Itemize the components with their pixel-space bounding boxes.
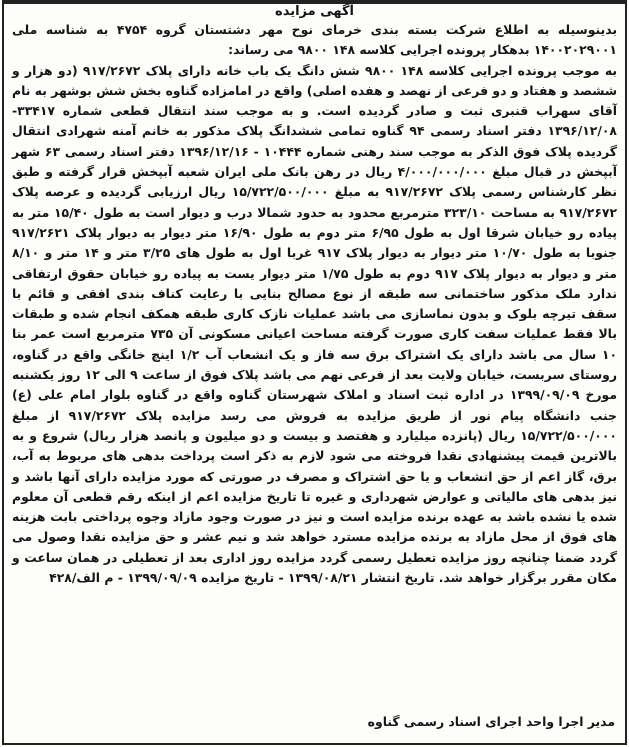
notice-body <box>12 20 617 588</box>
notice-title: آگهی مزایده <box>275 4 354 19</box>
notice-main-paragraph: به موجب پرونده اجرایی کلاسه ۱۴۸ ۹۸۰۰ شش دانگ یک باب خانه دارای پلاک ۹۱۷/۲۶۷۲ (دو هزار و ششصد و هفتاد و دو فرعی از نهصد و هفده اصلی) واقع در امامزاده گناوه بخش شش بوشهر به نام آقای سهراب قنبری ثبت و صادر گردیده است. و به موجب سند انتقال قطعی شماره ۳۳۴۱۷- ۱۳۹۶/۱۲/۰۸ دفتر اسناد رسمی ۹۴ گناوه تمامی ششدانگ پلاک مذکور به خانم آمنه شهرادی انتقال گردیده پلاک فوق الذکر به موجب سند رهنی شماره ۱۰۴۴۴ - ۱۳۹۶/۱۲/۱۶ دفتر اسناد رسمی ۶۳ شهر آبپخش در قبال مبلغ ۴/۰۰۰/۰۰۰/۰۰۰ ریال در رهن بانک ملی ایران شعبه آبپخش قرار گرفته و طبق نظر کارشناس رسمی پلاک ۹۱۷/۲۶۷۲ به مبلغ ۱۵/۷۲۲/۵۰۰/۰۰۰ ریال ارزیابی گردیده و عرصه پلاک ۹۱۷/۲۶۷۲ به مساحت ۳۲۳/۱۰ مترمربع محدود به حدود شمالا درب و دیوار است به طول ۱۵/۴۰ متر به پیاده رو خیابان شرقا اول به طول ۶/۹۵ متر دوم به طول ۱۶/۹۰ متر دیوار به دیوار پلاک ۹۱۷/۲۶۲۱ جنوبا به طول ۱۰/۷۰ متر دیوار به دیوار پلاک ۹۱۷ غربا اول به طول های ۳/۲۵ متر و ۱۴ متر و ۸/۱۰ متر و دیوار به دیوار پلاک ۹۱۷ دوم به طول ۱/۷۵ متر دیوار یست به پیاده رو خیابان حقوق ارتفاقی ندارد ملک مذکور ساختمانی سه طبقه از نوع مصالح بنایی با رعایت کناف بندی افقی و قائم با سقف تیرچه بلوک و بدون نماسازی می باشد عملیات نازک کاری طبقه همکف انجام شده و طبقات بالا فقط عملیات سفت کاری صورت گرفته مساحت اعیانی مسکونی آن ۷۳۵ مترمربع است عمر بنا ۱۰ سال می باشد دارای یک اشتراک برق سه فاز و یک انشعاب آب ۱/۲ اینچ خانگی واقع در گناوه، روستای سربست، خیابان ولایت بعد از فرعی نهم می باشد پلاک فوق از ساعت ۹ الی ۱۲ روز یکشنبه مورخ ۱۳۹۹/۰۹/۰۹ در اداره ثبت اسناد و املاک شهرستان گناوه واقع در گناوه بلوار امام علی (ع) جنب دانشگاه پیام نور از طریق مزایده به فروش می رسد مزایده پلاک ۹۱۷/۲۶۷۲ از مبلغ ۱۵/۷۲۲/۵۰۰/۰۰۰ ریال (پانزده میلیارد و هفتصد و بیست و دو میلیون و پانصد هزار ریال) شروع و به بالاترین قیمت پیشنهادی نقدا فروخته می شود لازم به ذکر است پرداخت بدهی های مربوط به آب، برق، گاز اعم از حق انشعاب و یا حق اشتراک و مصرف در صورتی که مورد مزایده دارای آنها باشد و نیز بدهی های مالیاتی و عوارض شهرداری و غیره تا تاریخ مزایده اعم از اینکه رقم قطعی آن معلوم شده یا نشده باشد به عهده برنده مزایده است و نیز در صورت وجود مازاد وجوه پرداختی بابت هزینه های فوق از محل مازاد به برنده مزایده مسترد خواهد شد و نیم عشر و حق مزایده نقدا وصول می گردد ضمنا چنانچه روز مزایده تعطیل رسمی گردد مزایده روز اداری بعد از تعطیلی در همان ساعت و مکان مقرر برگزار خواهد شد. تاریخ انتشار ۱۳۹۹/۰۸/۲۱ - تاریخ مزایده ۱۳۹۹/۰۹/۰۹ - م الف/۴۲۸ <box>12 62 618 586</box>
notice-signature: مدیر اجرا واحد اجرای اسناد رسمی گناوه <box>367 714 615 729</box>
auction-notice <box>2 0 627 745</box>
notice-intro-paragraph: بدینوسیله به اطلاع شرکت بسته بندی خرمای نوح مهر دشتستان گروه ۴۷۵۴ به شناسه ملی ۱۴۰۰۲۰۲۹۰۰۱ بدهکار پرونده اجرایی کلاسه ۱۴۸ ۹۸۰۰ می رساند: <box>12 22 618 58</box>
